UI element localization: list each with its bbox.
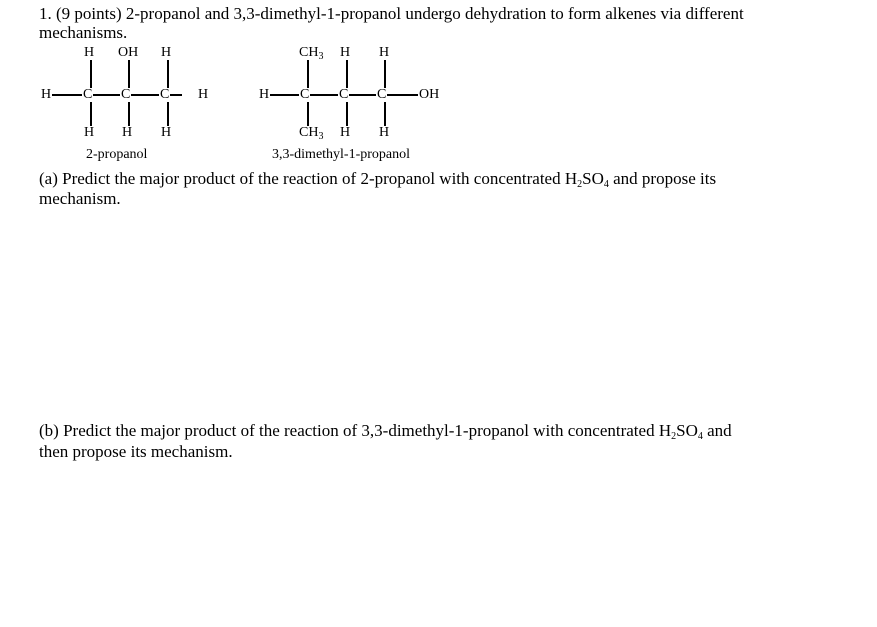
structure-name-3-3-dimethyl-1-propanol: 3,3-dimethyl-1-propanol — [272, 147, 411, 162]
atom-right-h: H — [198, 87, 209, 102]
atom-carbon-3: C — [160, 87, 170, 102]
atom-carbon-2: C — [339, 87, 349, 102]
structure-name-2-propanol: 2-propanol — [86, 147, 148, 162]
atom-top-2: H — [340, 45, 351, 60]
part-b-line2: then propose its mechanism. — [39, 442, 233, 461]
atom-carbon-1: C — [83, 87, 93, 102]
atom-top-3: H — [161, 45, 172, 60]
part-a-line1: (a) Predict the major product of the reaction of 2-propanol with concentrated $H_2SO_4$ and propose its — [39, 169, 717, 190]
question-title-line2: mechanisms. — [39, 23, 128, 42]
atom-top-ch3: $CH_3$ — [299, 45, 324, 62]
atom-top-3: H — [379, 45, 390, 60]
atom-right-oh: OH — [419, 87, 440, 102]
atom-top-1: H — [84, 45, 95, 60]
atom-carbon-2: C — [121, 87, 131, 102]
atom-bottom-3: H — [379, 125, 390, 140]
atom-left-h: H — [259, 87, 270, 102]
question-title-line1: 1. (9 points) 2-propanol and 3,3-dimethyl-1-propanol undergo dehydration to form alkenes via different — [39, 4, 744, 23]
atom-carbon-3: C — [377, 87, 387, 102]
part-b-line1: (b) Predict the major product of the reaction of 3,3-dimethyl-1-propanol with concentrated $H_2SO_4$ and — [39, 421, 732, 442]
atom-bottom-ch3: $CH_3$ — [299, 125, 324, 142]
atom-carbon-1: C — [300, 87, 310, 102]
atom-bottom-2: H — [340, 125, 351, 140]
atom-bottom-2: H — [122, 125, 133, 140]
atom-bottom-1: H — [84, 125, 95, 140]
atom-top-2: OH — [118, 45, 139, 60]
atom-bottom-3: H — [161, 125, 172, 140]
part-a-line2: mechanism. — [39, 189, 121, 208]
atom-left-h: H — [41, 87, 52, 102]
